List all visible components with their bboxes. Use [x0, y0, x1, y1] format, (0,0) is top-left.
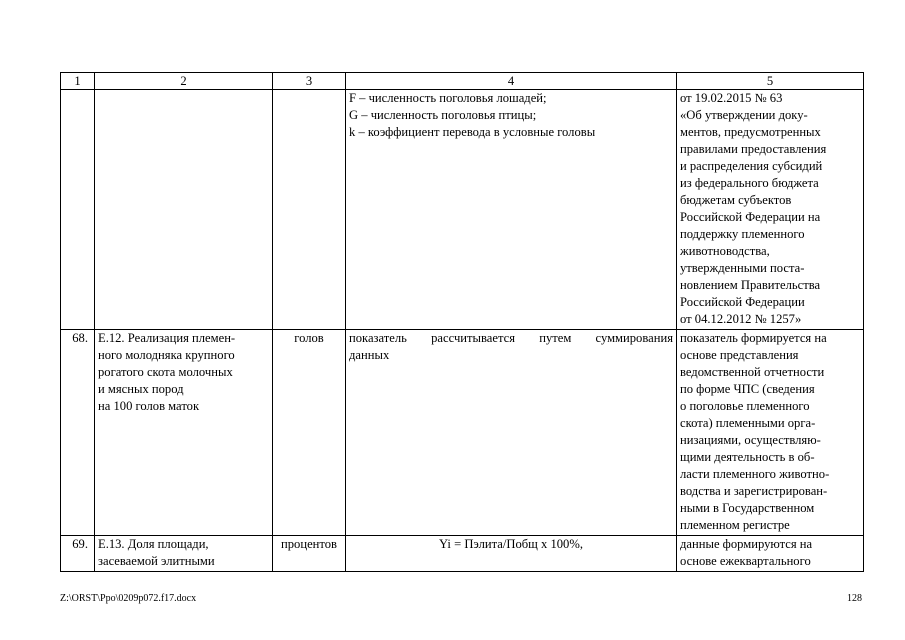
text-line: утвержденными поста-	[680, 261, 805, 275]
text-line: ными в Государственном	[680, 501, 815, 515]
unit-cell: голов	[273, 330, 346, 536]
text-line: от 04.12.2012 № 1257»	[680, 312, 802, 326]
text-line: правилами предоставления	[680, 142, 827, 156]
unit-cell	[273, 90, 346, 330]
text-line: животноводства,	[680, 244, 770, 258]
text-line: Российской Федерации на	[680, 210, 821, 224]
method-cell	[346, 536, 677, 572]
document-table	[60, 72, 864, 572]
text-line: ного молодняка крупного	[98, 348, 235, 362]
text-line: поддержку племенного	[680, 227, 805, 241]
text-line: Е.12. Реализация племен-	[98, 331, 236, 345]
text-line: Российской Федерации	[680, 295, 805, 309]
text-line: из федерального бюджета	[680, 176, 819, 190]
text-line: засеваемой элитными	[98, 554, 215, 568]
method-cell	[346, 330, 677, 536]
text-line: k – коэффициент перевода в условные головы	[349, 125, 596, 139]
table-row	[61, 536, 864, 572]
header-cell: 3	[273, 73, 346, 90]
text-line: Е.13. Доля площади,	[98, 537, 209, 551]
row-number: 68.	[61, 330, 95, 536]
text-line: рогатого скота молочных	[98, 365, 233, 379]
text-line: ментов, предусмотренных	[680, 125, 821, 139]
header-cell: 1	[61, 73, 95, 90]
text-line: скота) племенными орга-	[680, 416, 816, 430]
source-cell	[677, 330, 864, 536]
text-line: на 100 голов маток	[98, 399, 200, 413]
row-number: 69.	[61, 536, 95, 572]
text-line: «Об утверждении доку-	[680, 108, 808, 122]
text-line: водства и зарегистрирован-	[680, 484, 828, 498]
text-line: и мясных пород	[98, 382, 184, 396]
indicator-name-cell	[95, 90, 273, 330]
text-line: низациями, осуществляю-	[680, 433, 821, 447]
text-line: G – численность поголовья птицы;	[349, 108, 537, 122]
text-line: племенном регистре	[680, 518, 790, 532]
text-line: по форме ЧПС (сведения	[680, 382, 815, 396]
text-line: от 19.02.2015 № 63	[680, 91, 783, 105]
text-line: бюджетам субъектов	[680, 193, 792, 207]
header-cell: 2	[95, 73, 273, 90]
header-cell: 5	[677, 73, 864, 90]
footer-page-number: 128	[847, 593, 862, 604]
text-line: щими деятельность в об-	[680, 450, 815, 464]
source-cell	[677, 536, 864, 572]
text-line: основе представления	[680, 348, 799, 362]
unit-cell: процентов	[273, 536, 346, 572]
table-header-row	[61, 73, 864, 90]
method-cell	[346, 90, 677, 330]
text-line: показатель рассчитывается путем суммирования	[349, 331, 673, 345]
text-line: F – численность поголовья лошадей;	[349, 91, 547, 105]
text-line: и распределения субсидий	[680, 159, 823, 173]
text-line: ведомственной отчетности	[680, 365, 825, 379]
text-line: ласти племенного животно-	[680, 467, 830, 481]
header-cell: 4	[346, 73, 677, 90]
indicator-name-cell	[95, 536, 273, 572]
row-number	[61, 90, 95, 330]
table-row	[61, 330, 864, 536]
text-line: данных	[349, 348, 390, 362]
text-line: основе ежеквартального	[680, 554, 811, 568]
formula-text: Yi = Пэлита/Побщ х 100%,	[439, 537, 583, 551]
footer-file-path: Z:\ORST\Ppo\0209p072.f17.docx	[60, 593, 197, 604]
text-line: новлением Правительства	[680, 278, 821, 292]
text-line: данные формируются на	[680, 537, 813, 551]
table-row	[61, 90, 864, 330]
indicator-name-cell	[95, 330, 273, 536]
text-line: о поголовье племенного	[680, 399, 810, 413]
source-cell	[677, 90, 864, 330]
text-line: показатель формируется на	[680, 331, 827, 345]
